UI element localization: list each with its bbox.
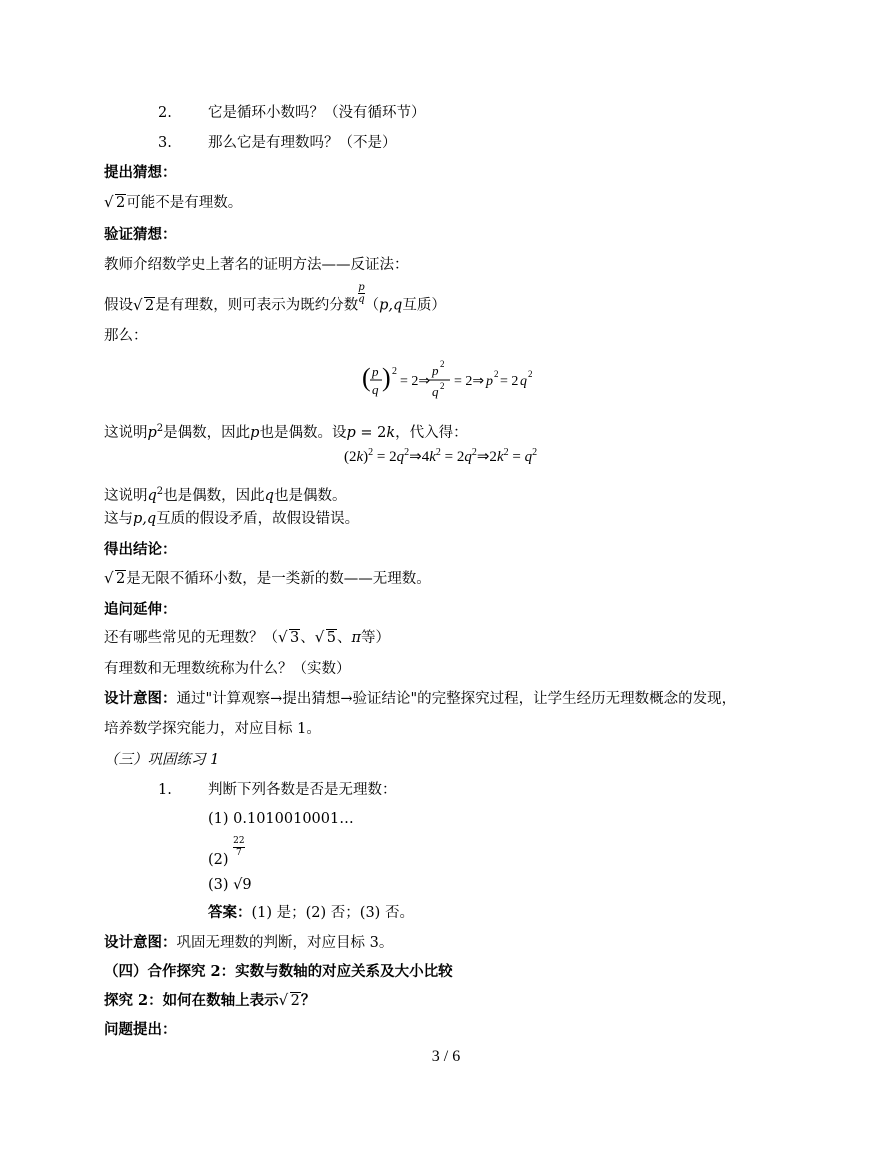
fraction-p-over-q: $\frac{p}{q}$ bbox=[358, 282, 365, 305]
svg-text:2: 2 bbox=[440, 359, 445, 369]
page-number: 3 / 6 bbox=[431, 1048, 461, 1065]
equation-2: $(2k)^2$ = $2q^2\Rightarrow 4k^2$ = $2q^2\Rightarrow 2k^2 = q^2$ bbox=[344, 447, 538, 465]
svg-text:= 2⇒: = 2⇒ bbox=[400, 374, 431, 389]
practice-item-text: 判断下列各数是否是无理数： bbox=[208, 782, 397, 798]
svg-text:): ) bbox=[382, 363, 391, 392]
list-number: 2. bbox=[158, 105, 172, 121]
assumption-line: 假设 √ 2是有理数，则可表示为既约分数 $\frac{p}{q}$ （p,q互质） bbox=[104, 282, 446, 314]
extend-question-1: 还有哪些常见的无理数？（ √ 3、 √ 5、π等） bbox=[104, 628, 390, 646]
explanation-2: 这说明$q^2$也是偶数，因此q也是偶数。 bbox=[104, 486, 347, 504]
problem-heading: 问题提出： bbox=[104, 1021, 177, 1038]
svg-text:2: 2 bbox=[440, 381, 445, 391]
svg-text:q: q bbox=[432, 384, 439, 399]
then-label: 那么： bbox=[104, 328, 148, 344]
heading-verify: 验证猜想： bbox=[104, 226, 177, 243]
svg-text:2: 2 bbox=[528, 369, 533, 379]
conclusion-line: √ 2是无限不循环小数，是一类新的数——无理数。 bbox=[104, 569, 431, 587]
practice-sub-3: (3) √9 bbox=[208, 877, 252, 893]
heading-extend: 追问延伸： bbox=[104, 601, 177, 618]
practice-heading: （三）巩固练习 1 bbox=[104, 752, 220, 768]
svg-text:2: 2 bbox=[494, 369, 499, 379]
heading-conjecture: 提出猜想： bbox=[104, 164, 177, 181]
heading-conclusion: 得出结论： bbox=[104, 541, 177, 558]
list-number: 3. bbox=[158, 135, 172, 151]
svg-text:= 2⇒: = 2⇒ bbox=[454, 374, 485, 389]
design-intent-2: 设计意图：巩固无理数的判断，对应目标 3。 bbox=[104, 934, 394, 951]
sqrt2-expression: √ 2 bbox=[104, 193, 126, 211]
svg-text:p: p bbox=[486, 374, 493, 389]
practice-sub-1: (1) 0.1010010001… bbox=[208, 811, 354, 827]
practice-number: 1. bbox=[158, 782, 172, 798]
svg-text:p: p bbox=[432, 363, 439, 378]
contradiction-line: 这与p,q互质的假设矛盾，故假设错误。 bbox=[104, 511, 360, 527]
practice-sub-2: (2) $\frac{22}{7}$ bbox=[208, 836, 245, 868]
svg-text:= 2: = 2 bbox=[500, 374, 519, 389]
explore-2-heading: 探究 2：如何在数轴上表示 √ 2？ bbox=[104, 991, 316, 1009]
list-item-text: 它是循环小数吗？（没有循环节） bbox=[208, 105, 426, 121]
section-4-heading: （四）合作探究 2：实数与数轴的对应关系及大小比较 bbox=[104, 963, 453, 980]
list-item-text: 那么它是有理数吗？（不是） bbox=[208, 135, 397, 151]
svg-text:q: q bbox=[520, 374, 527, 389]
equation-1 bbox=[362, 356, 534, 404]
svg-text:2: 2 bbox=[392, 366, 397, 377]
design-intent-1: 设计意图：通过"计算观察→提出猜想→验证结论"的完整探究过程，让学生经历无理数概念的发现， bbox=[104, 690, 737, 707]
svg-text:p: p bbox=[372, 364, 379, 379]
svg-text:(: ( bbox=[362, 363, 371, 392]
answer-line: 答案：(1) 是；(2) 否；(3) 否。 bbox=[208, 904, 414, 921]
extend-question-2: 有理数和无理数统称为什么？（实数） bbox=[104, 661, 351, 677]
explanation-1: 这说明$p^2$是偶数，因此p也是偶数。设p = 2k，代入得： bbox=[104, 423, 468, 441]
verify-intro: 教师介绍数学史上著名的证明方法——反证法： bbox=[104, 257, 409, 273]
svg-text:q: q bbox=[372, 382, 379, 397]
conjecture-line: √ 2可能不是有理数。 bbox=[104, 193, 243, 211]
equation-1-graphic bbox=[362, 356, 534, 404]
design-intent-1-cont: 培养数学探究能力，对应目标 1。 bbox=[104, 721, 321, 737]
